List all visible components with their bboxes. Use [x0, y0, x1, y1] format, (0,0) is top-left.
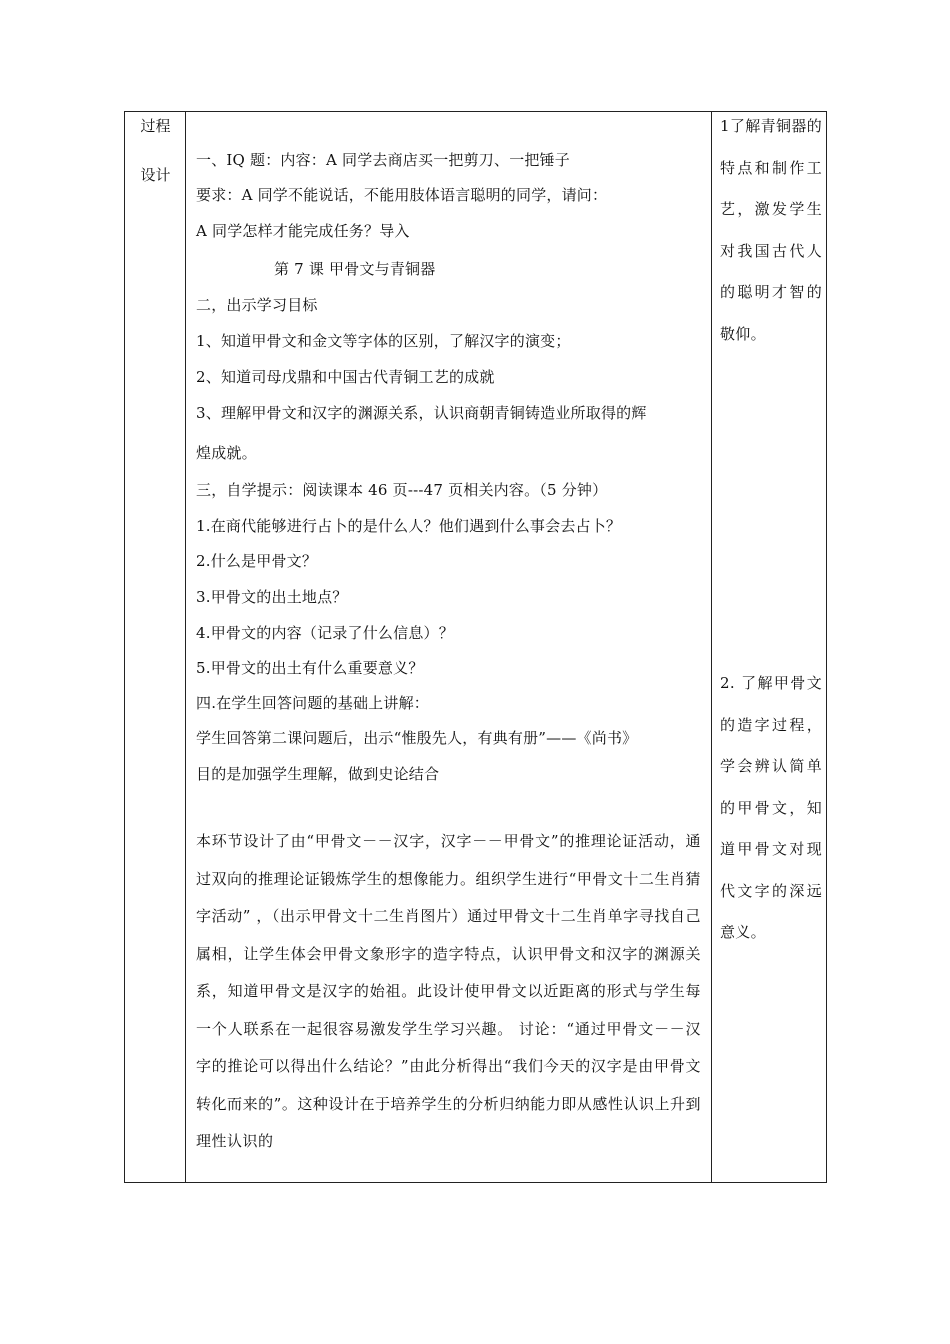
question-2: 2.什么是甲骨文？: [196, 552, 318, 570]
objective-3-continued: 煌成就。: [196, 444, 257, 462]
note-2: 2. 了解甲骨文的造字过程，学会辨认简单的甲骨文，知道甲骨文对现代文字的深远意义。: [720, 674, 822, 941]
design-paragraph: 本环节设计了由“甲骨文－－汉字，汉字－－甲骨文”的推理论证活动，通过双向的推理论证锻炼学生的想像能力。组织学生进行“甲骨文十二生肖猜字活动” ，（出示甲骨文十二生肖图片）通过甲骨文十二生肖单字寻找自己属相，让学生体会甲骨文象形字的造字特点，认识甲骨文和汉字的渊源关系，知道甲骨文是汉字的始祖。此设计使甲骨文以近距离的形式与学生每一个人联系在一起很容易激发学生学习兴趣。 讨论：“通过甲骨文－－汉字的推论可以得出什么结论？”由此分析得出“我们今天的汉字是由甲骨文转化而来的”。这种设计在于培养学生的分析归纳能力即从感性认识上升到理性认识的: [196, 832, 701, 1150]
question-5: 5.甲骨文的出土有什么重要意义？: [196, 659, 424, 677]
requirement-line: 要求：A 同学不能说话，不能用肢体语言聪明的同学，请问：: [196, 186, 608, 204]
section-label-line1: 过程: [140, 117, 171, 135]
lesson-plan-table: [124, 111, 827, 1183]
objective-1: 1、知道甲骨文和金文等字体的区别，了解汉字的演变；: [196, 332, 571, 350]
explanation-line: 学生回答第二课问题后，出示“惟殷先人，有典有册”——《尚书》: [196, 729, 638, 747]
objectives-heading: 二，出示学习目标: [196, 296, 318, 314]
question-1: 1.在商代能够进行占卜的是什么人？他们遇到什么事会去占卜？: [196, 517, 622, 535]
objective-3: 3、理解甲骨文和汉字的渊源关系，认识商朝青铜铸造业所取得的辉: [196, 404, 647, 422]
note-1: 1了解青铜器的特点和制作工艺，激发学生对我国古代人的聪明才智的敬仰。: [720, 117, 822, 343]
iq-question-line: 一、IQ 题：内容：A 同学去商店买一把剪刀、一把锤子: [196, 151, 570, 169]
section-label: [125, 102, 186, 200]
self-study-heading: 三，自学提示：阅读课本 46 页---47 页相关内容。（5 分钟）: [196, 481, 608, 499]
section-label-line2: 设计: [140, 166, 171, 184]
column-divider-left: [185, 112, 186, 1182]
purpose-line: 目的是加强学生理解，做到史论结合: [196, 765, 440, 783]
lesson-title: 第 7 课 甲骨文与青铜器: [274, 260, 436, 278]
objective-2: 2、知道司母戊鼎和中国古代青铜工艺的成就: [196, 368, 495, 386]
question-4: 4.甲骨文的内容（记录了什么信息）？: [196, 624, 454, 642]
explanation-heading: 四.在学生回答问题的基础上讲解：: [196, 694, 429, 712]
column-divider-right: [711, 112, 712, 1182]
question-3: 3.甲骨文的出土地点？: [196, 588, 348, 606]
section-label-cell: [125, 112, 186, 200]
question-line: A 同学怎样才能完成任务？导入: [196, 222, 410, 240]
